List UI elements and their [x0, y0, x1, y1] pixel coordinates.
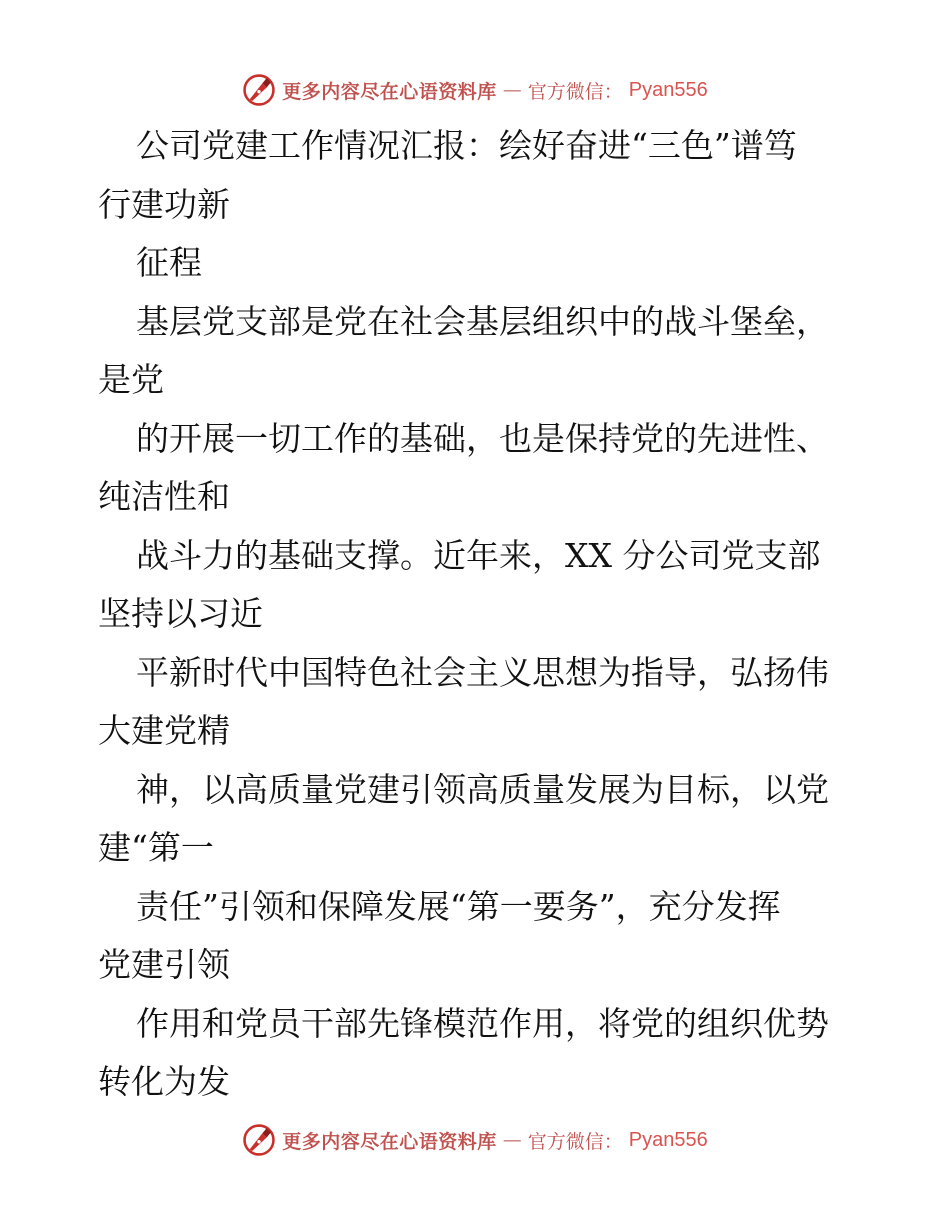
doc-line: 转化为发	[98, 1062, 230, 1101]
banner-wechat-account: Pyan556	[628, 1128, 708, 1151]
banner-wechat-account: Pyan556	[628, 78, 708, 101]
doc-line: 是党	[98, 360, 164, 399]
doc-line: 神，以高质量党建引领高质量发展为目标，以党	[136, 769, 829, 809]
doc-line: 基层党支部是党在社会基层组织中的战斗堡垒，	[136, 301, 829, 341]
pen-nib-logo-icon	[242, 1123, 276, 1157]
document-body	[98, 117, 858, 1112]
doc-line: 党建引领	[98, 945, 230, 984]
doc-line: 行建功新	[98, 184, 230, 224]
pen-nib-logo-icon	[242, 73, 276, 107]
banner-wechat-label: 官方微信：	[527, 80, 623, 103]
banner-wechat-label: 官方微信：	[527, 1130, 623, 1153]
doc-line: 大建党精	[98, 711, 230, 750]
doc-line: 公司党建工作情况汇报：绘好奋进“三色”谱笃	[136, 126, 797, 165]
doc-line: 建“第一	[98, 828, 214, 867]
doc-line: 坚持以习近	[98, 594, 263, 633]
banner-main-text: 更多内容尽在心语资料库	[282, 80, 497, 103]
doc-line: 征程	[136, 243, 202, 282]
doc-line: 平新时代中国特色社会主义思想为指导，弘扬伟	[136, 652, 829, 692]
banner-separator: —	[502, 79, 522, 101]
banner-separator: —	[502, 1129, 522, 1151]
banner-main-text: 更多内容尽在心语资料库	[282, 1130, 497, 1153]
doc-line: 纯洁性和	[98, 477, 230, 516]
doc-line: 责任”引领和保障发展“第一要务”，充分发挥	[136, 886, 781, 926]
footer-watermark-banner	[0, 1120, 950, 1160]
doc-line: 作用和党员干部先锋模范作用，将党的组织优势	[136, 1003, 829, 1043]
header-watermark-banner	[0, 70, 950, 110]
doc-line: 战斗力的基础支撑。近年来，XX 分公司党支部	[136, 535, 821, 575]
doc-line: 的开展一切工作的基础，也是保持党的先进性、	[136, 418, 829, 458]
